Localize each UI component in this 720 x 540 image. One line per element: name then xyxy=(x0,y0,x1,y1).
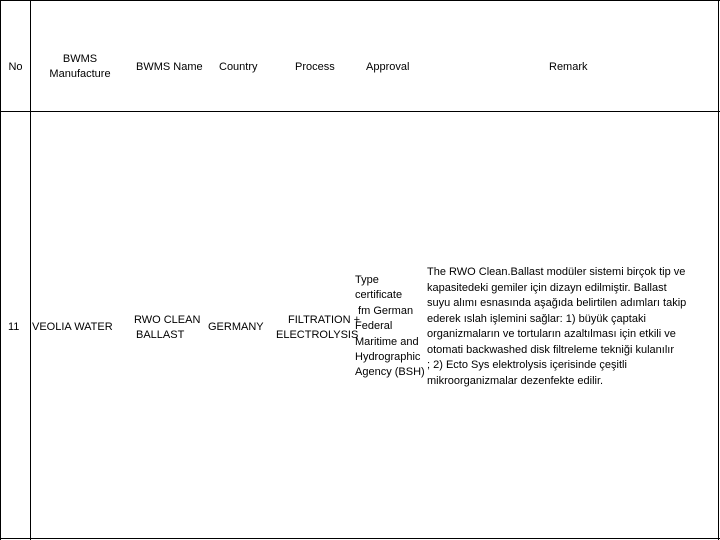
row-remark xyxy=(427,265,717,389)
remark-line: otomati backwashed disk filtreleme tekniği kulanılır xyxy=(427,343,675,356)
header-country: Country xyxy=(219,61,258,73)
approval-line: Federal xyxy=(355,320,393,333)
row-manufacture: VEOLIA WATER xyxy=(32,321,113,333)
remark-line: organizmaların ve tortuların azaltılması için etkili ve xyxy=(427,328,676,340)
header-no: No xyxy=(8,61,23,73)
table-border-right xyxy=(718,0,719,540)
header-remark: Remark xyxy=(549,61,588,73)
header-bwms-name: BWMS Name xyxy=(136,61,203,73)
remark-line: ; 2) Ecto Sys elektrolysis içerisinde çeşitli xyxy=(427,359,627,371)
approval-line: Type xyxy=(355,274,379,286)
remark-line: kapasitedeki gemiler için dizayn edilmiştir. Ballast xyxy=(427,281,667,294)
header-manufacture-line1: BWMS xyxy=(62,53,98,65)
row-process-line2: ELECTROLYSIS xyxy=(276,329,359,341)
row-no: 11 xyxy=(8,321,20,333)
row-name-line1: RWO CLEAN xyxy=(134,314,201,326)
remark-line: The RWO Clean.Ballast modüler sistemi birçok tip ve xyxy=(427,266,686,278)
header-divider xyxy=(0,111,720,112)
column-divider-1 xyxy=(30,0,31,540)
table-border-top xyxy=(0,0,720,1)
row-name-line2: BALLAST xyxy=(136,329,185,341)
table-border-left xyxy=(0,0,1,540)
remark-line: suyu alımı esnasında aşağıda belirtilen adımları takip xyxy=(427,297,687,309)
remark-line: mikroorganizmalar dezenfekte edilir. xyxy=(427,374,604,387)
approval-line: Maritime and xyxy=(355,335,419,348)
header-approval: Approval xyxy=(366,61,410,73)
row-process-line1: FILTRATION + xyxy=(288,314,361,326)
header-manufacture-line2: Manufacture xyxy=(49,68,111,80)
header-process: Process xyxy=(295,61,335,73)
remark-line: ederek ıslah işlemini sağlar: 1) büyük çaptaki xyxy=(427,312,646,325)
table-border-bottom xyxy=(0,538,720,539)
approval-line: Agency (BSH) xyxy=(355,366,425,379)
approval-line: fm German xyxy=(355,304,414,317)
approval-line: certificate xyxy=(355,289,403,302)
approval-line: Hydrographic xyxy=(355,351,421,364)
row-approval xyxy=(355,273,429,381)
row-country: GERMANY xyxy=(208,321,264,333)
